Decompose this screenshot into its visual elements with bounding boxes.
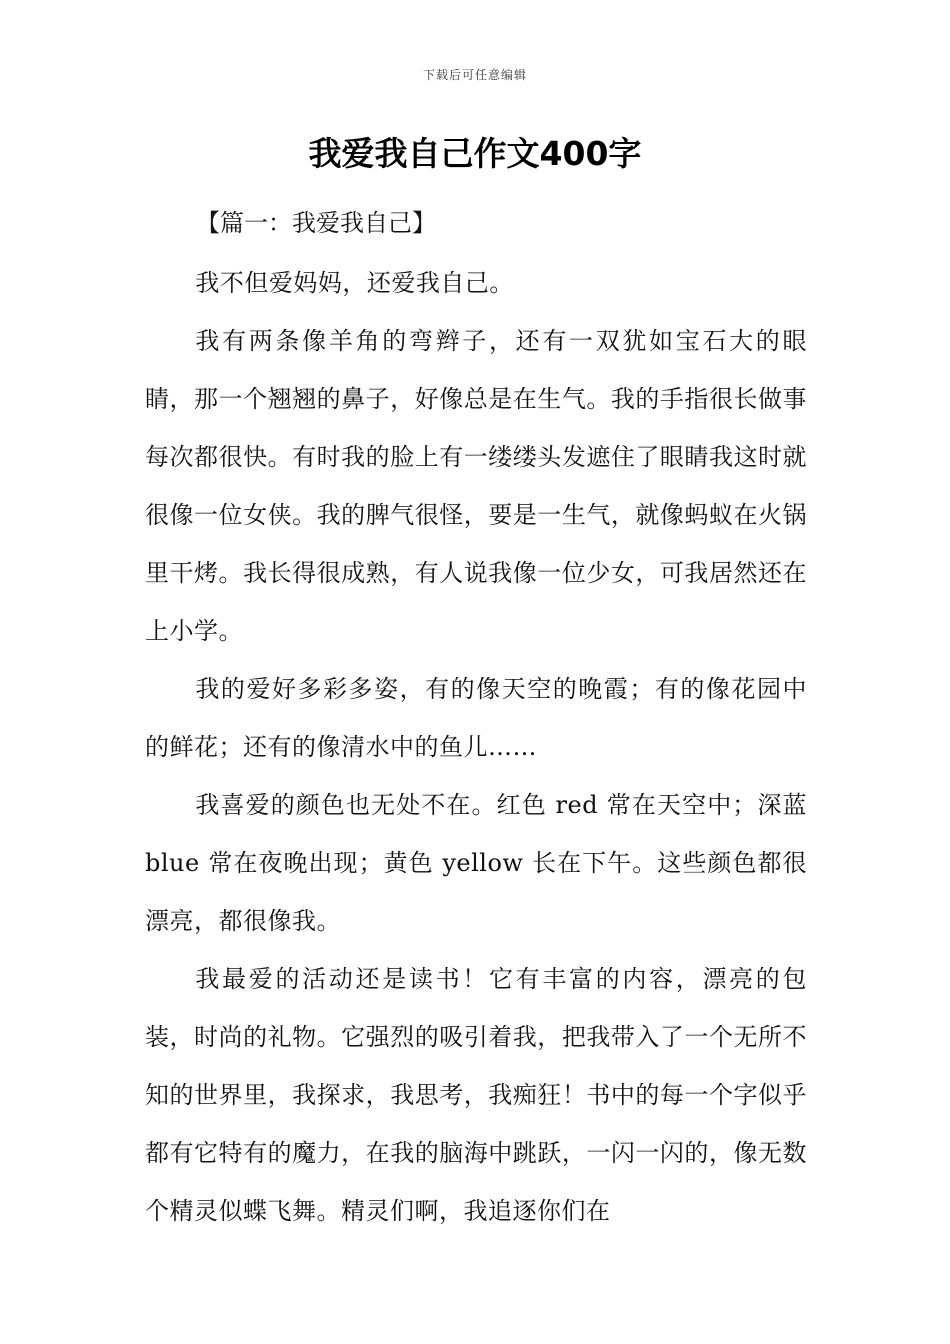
- document-title: 我爱我自己作文400字: [308, 134, 642, 173]
- paragraph-2: 我有两条像羊角的弯辫子，还有一双犹如宝石大的眼睛，那一个翘翘的鼻子，好像总是在生气。我的手指很长做事每次都很快。有时我的脸上有一缕缕头发遮住了眼睛我这时就很像一位女侠。我的脾气很怪，要是一生气，就像蚂蚁在火锅里干烤。我长得很成熟，有人说我像一位少女，可我居然还在上小学。: [145, 327, 807, 645]
- paragraph-3: 我的爱好多彩多姿，有的像天空的晚霞；有的像花园中的鲜花；还有的像清水中的鱼儿……: [145, 675, 807, 761]
- document-body: [145, 254, 807, 1240]
- header-note: 下载后可任意编辑: [422, 68, 527, 82]
- paragraph-1: 我不但爱妈妈，还爱我自己。: [195, 269, 514, 297]
- paragraph-4: 我喜爱的颜色也无处不在。红色 red 常在天空中；深蓝 blue 常在夜晚出现；黄色 yellow 长在下午。这些颜色都很漂亮，都很像我。: [145, 791, 807, 935]
- section-heading: 【篇一：我爱我自己】: [196, 209, 436, 237]
- paragraph-5: 我最爱的活动还是读书！它有丰富的内容，漂亮的包装，时尚的礼物。它强烈的吸引着我，把我带入了一个无所不知的世界里，我探求，我思考，我痴狂！书中的每一个字似乎都有它特有的魔力，在我的脑海中跳跃，一闪一闪的，像无数个精灵似蝶飞舞。精灵们啊，我追逐你们在: [145, 965, 807, 1225]
